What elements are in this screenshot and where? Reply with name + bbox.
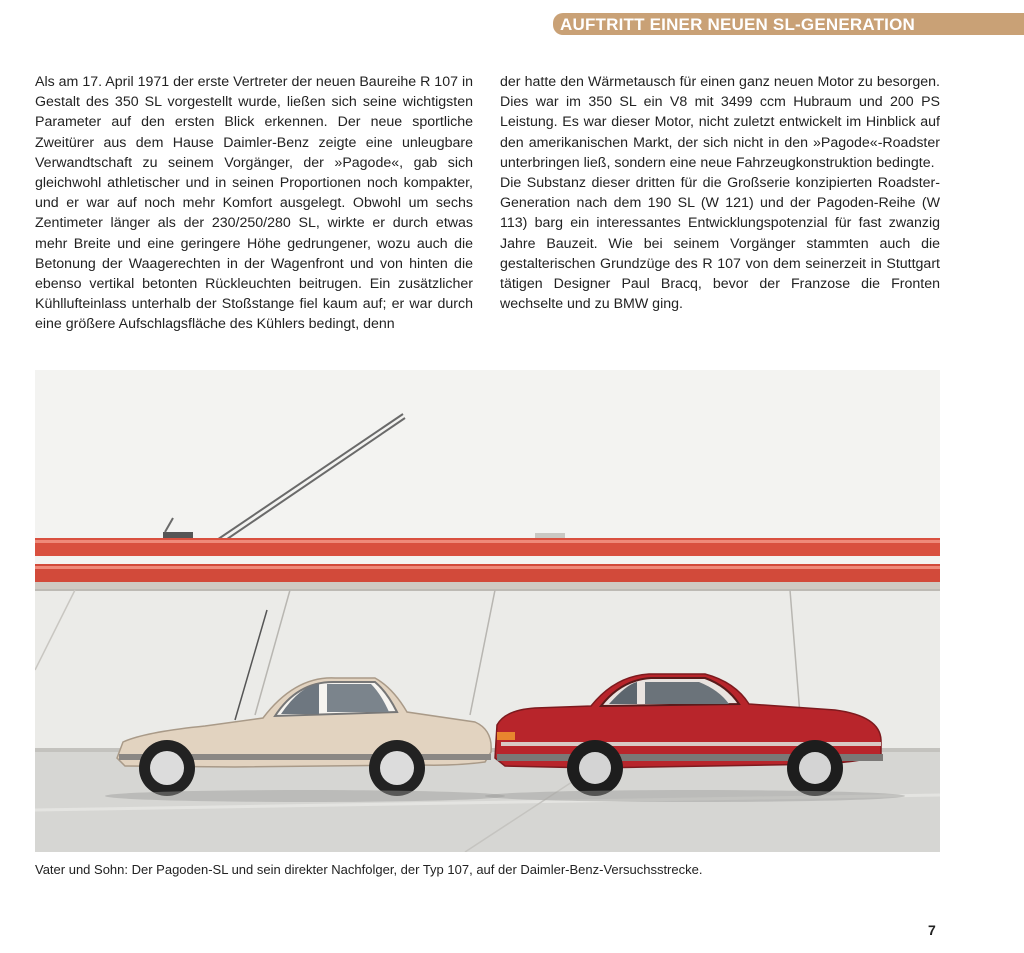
photo-caption: Vater und Sohn: Der Pagoden-SL und sein direkter Nachfolger, der Typ 107, auf der Daimler-Benz-Versuchsstrecke.	[35, 862, 703, 877]
text-column-left	[35, 72, 473, 335]
text-column-right	[500, 72, 940, 314]
page-number: 7	[928, 922, 936, 938]
paragraph: Die Substanz dieser dritten für die Großserie konzipierten Roadster-Generation nach dem 190 SL (W 121) und der Pagoden-Reihe (W 113) barg ein interessantes Entwicklungspotenzial für fast zwanzig Jahre Bauzeit. Wie bei seinem Vorgänger stammten auch die gestalterischen Grundzüge des R 107 von dem seinerzeit in Stuttgart tätigen Designer Paul Bracq, bevor der Franzose die Fronten wechselte und zu BMW ging.	[500, 175, 940, 313]
paragraph: Als am 17. April 1971 der erste Vertreter der neuen Baureihe R 107 in Gestalt des 350 SL vorgestellt wurde, ließen sich seine wichtigsten Parameter auf den ersten Blick erkennen. Der neue sportliche Zweitürer aus dem Hause Daimler-Benz zeigte eine unleugbare Verwandtschaft zu seinem Vorgänger, der »Pagode«, gab sich gleichwohl athletischer und in seinen Proportionen noch kompakter, und er war auf noch mehr Komfort ausgelegt. Obwohl um sechs Zentimeter länger als der 230/250/280 SL, wirkte er durch etwas mehr Breite und eine geringere Höhe gedrungener, wozu auch die Betonung der Waagerechten in der Wagenfront und von hinten die ebenso vertikal betonten Rückleuchten beitrugen. Ein zusätzlicher Kühllufteinlass unterhalb der Stoßstange fiel kaum auf; er war durch eine größere Aufschlagsfläche des Kühlers bedingt, denn	[35, 74, 473, 333]
paragraph: der hatte den Wärmetausch für einen ganz neuen Motor zu besorgen. Dies war im 350 SL ein V8 mit 3499 ccm Hubraum und 200 PS Leistung. Es war dieser Motor, nicht zuletzt entwickelt im Hinblick auf den amerikanischen Markt, der sich nicht in den »Pagode«-Roadster unterbringen ließ, sondern eine neue Fahrzeugkonstruktion bedingte.	[500, 74, 940, 171]
section-title: AUFTRITT EINER NEUEN SL-GENERATION	[560, 15, 915, 34]
photo-cars-on-test-track	[35, 370, 940, 852]
red-guardrail	[35, 538, 940, 590]
